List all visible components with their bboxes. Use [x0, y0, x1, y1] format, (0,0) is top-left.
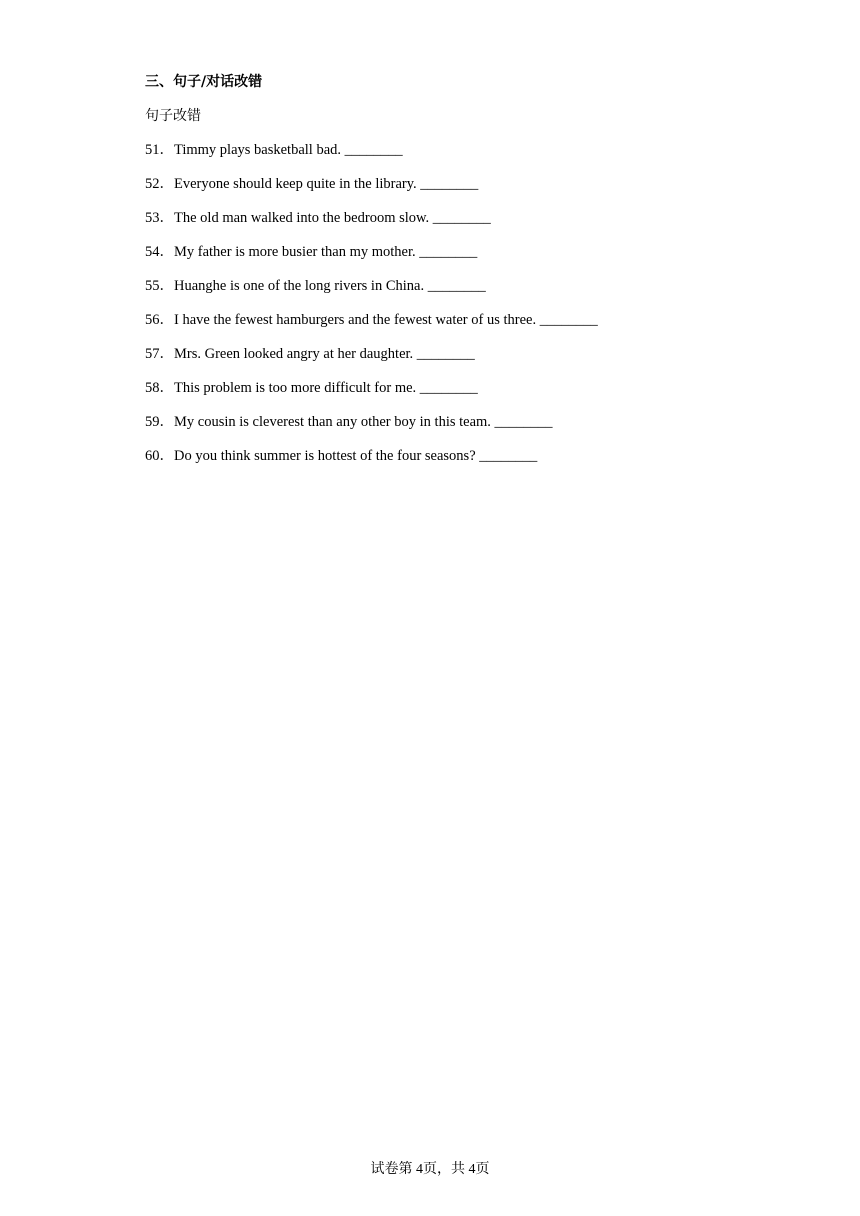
question-number: 55．	[145, 278, 174, 294]
question-number: 53．	[145, 210, 174, 226]
question-number: 60．	[145, 448, 174, 464]
question-number: 54．	[145, 244, 174, 260]
question-text: Do you think summer is hottest of the four seasons? ________	[174, 448, 538, 464]
question-number: 51．	[145, 142, 174, 158]
question-text: I have the fewest hamburgers and the fewest water of us three. ________	[174, 312, 598, 328]
question-item	[145, 412, 598, 446]
question-item	[145, 446, 598, 480]
question-text: This problem is too more difficult for me. ________	[174, 380, 478, 396]
question-item	[145, 208, 598, 242]
question-text: The old man walked into the bedroom slow. ________	[174, 210, 491, 226]
question-number: 57．	[145, 346, 174, 362]
question-number: 59．	[145, 414, 174, 430]
question-text: Everyone should keep quite in the library. ________	[174, 176, 479, 192]
question-text: My father is more busier than my mother. ________	[174, 244, 478, 260]
question-text: My cousin is cleverest than any other boy in this team. ________	[174, 414, 553, 430]
section-title: 三、句子/对话改错	[145, 74, 263, 90]
question-item	[145, 344, 598, 378]
question-item	[145, 174, 598, 208]
question-item	[145, 310, 598, 344]
question-text: Mrs. Green looked angry at her daughter. ________	[174, 346, 475, 362]
question-number: 52．	[145, 176, 174, 192]
question-item	[145, 242, 598, 276]
question-number: 56．	[145, 312, 174, 328]
question-number: 58．	[145, 380, 174, 396]
question-item	[145, 378, 598, 412]
page-footer: 试卷第 4页，共 4页	[370, 1162, 490, 1177]
question-item	[145, 276, 598, 310]
subsection-title: 句子改错	[145, 108, 201, 124]
question-text: Timmy plays basketball bad. ________	[174, 142, 403, 158]
question-item	[145, 140, 598, 174]
question-text: Huanghe is one of the long rivers in China. ________	[174, 278, 486, 294]
question-list	[145, 140, 598, 480]
